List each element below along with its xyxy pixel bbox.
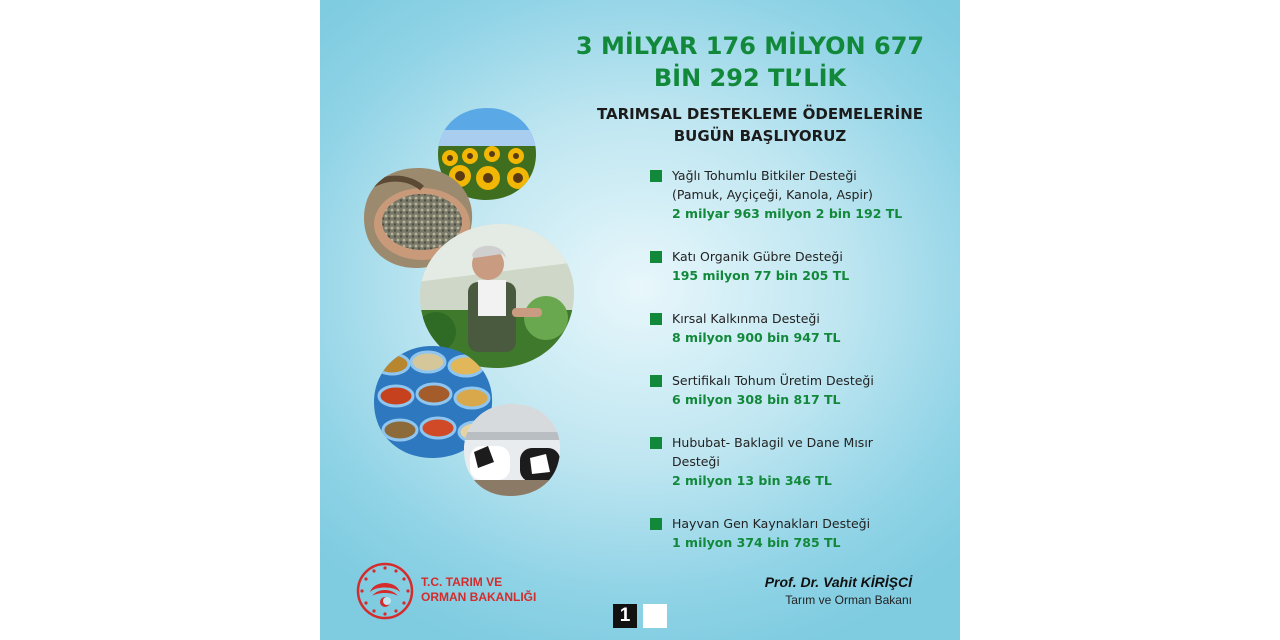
green-square-bullet-icon [650, 313, 662, 325]
dairy-cows-photo [460, 402, 564, 498]
poster [320, 0, 960, 640]
ministry-name [421, 575, 536, 605]
item-amount: 195 milyon 77 bin 205 TL [672, 268, 850, 283]
minister-signature [765, 574, 912, 607]
item-label-line: (Pamuk, Ayçiçeği, Kanola, Aspir) [672, 187, 873, 202]
item-amount: 1 milyon 374 bin 785 TL [672, 535, 841, 550]
minister-title: Tarım ve Orman Bakanı [785, 593, 912, 607]
list-item [650, 514, 950, 552]
page-indicator-current: 1 [613, 604, 637, 628]
item-label-line: Hayvan Gen Kaynakları Desteği [672, 516, 871, 531]
item-amount: 8 milyon 900 bin 947 TL [672, 330, 841, 345]
minister-name: Prof. Dr. Vahit KİRİŞCİ [764, 574, 912, 590]
item-label-line: Sertifikalı Tohum Üretim Desteği [672, 373, 874, 388]
list-item [650, 371, 950, 409]
green-square-bullet-icon [650, 170, 662, 182]
page-indicator-next [643, 604, 667, 628]
ministry-name-line-1: T.C. TARIM VE [421, 575, 503, 589]
subheadline-line-1: TARIMSAL DESTEKLEME ÖDEMELERİNE [596, 105, 924, 123]
list-item [650, 247, 950, 285]
green-square-bullet-icon [650, 437, 662, 449]
item-label-line: Hububat- Baklagil ve Dane Mısır [672, 435, 873, 450]
green-square-bullet-icon [650, 375, 662, 387]
headline-amount [570, 30, 930, 94]
green-square-bullet-icon [650, 518, 662, 530]
list-item [650, 433, 950, 490]
item-amount: 6 milyon 308 bin 817 TL [672, 392, 841, 407]
headline-line-2: BİN 292 TL’LİK [653, 64, 847, 92]
ministry-logo-icon [356, 562, 414, 620]
ministry-name-line-2: ORMAN BAKANLIĞI [421, 590, 537, 604]
list-item [650, 309, 950, 347]
item-label-line: Yağlı Tohumlu Bitkiler Desteği [672, 168, 857, 183]
item-label-line: Kırsal Kalkınma Desteği [672, 311, 820, 326]
subheadline [590, 103, 930, 147]
list-item [650, 166, 950, 223]
item-amount: 2 milyar 963 milyon 2 bin 192 TL [672, 206, 903, 221]
subheadline-line-2: BUGÜN BAŞLIYORUZ [673, 127, 847, 145]
headline-line-1: 3 MİLYAR 176 MİLYON 677 [575, 32, 925, 60]
green-square-bullet-icon [650, 251, 662, 263]
item-amount: 2 milyon 13 bin 346 TL [672, 473, 832, 488]
item-label-line: Katı Organik Gübre Desteği [672, 249, 843, 264]
item-label-line: Desteği [672, 454, 720, 469]
